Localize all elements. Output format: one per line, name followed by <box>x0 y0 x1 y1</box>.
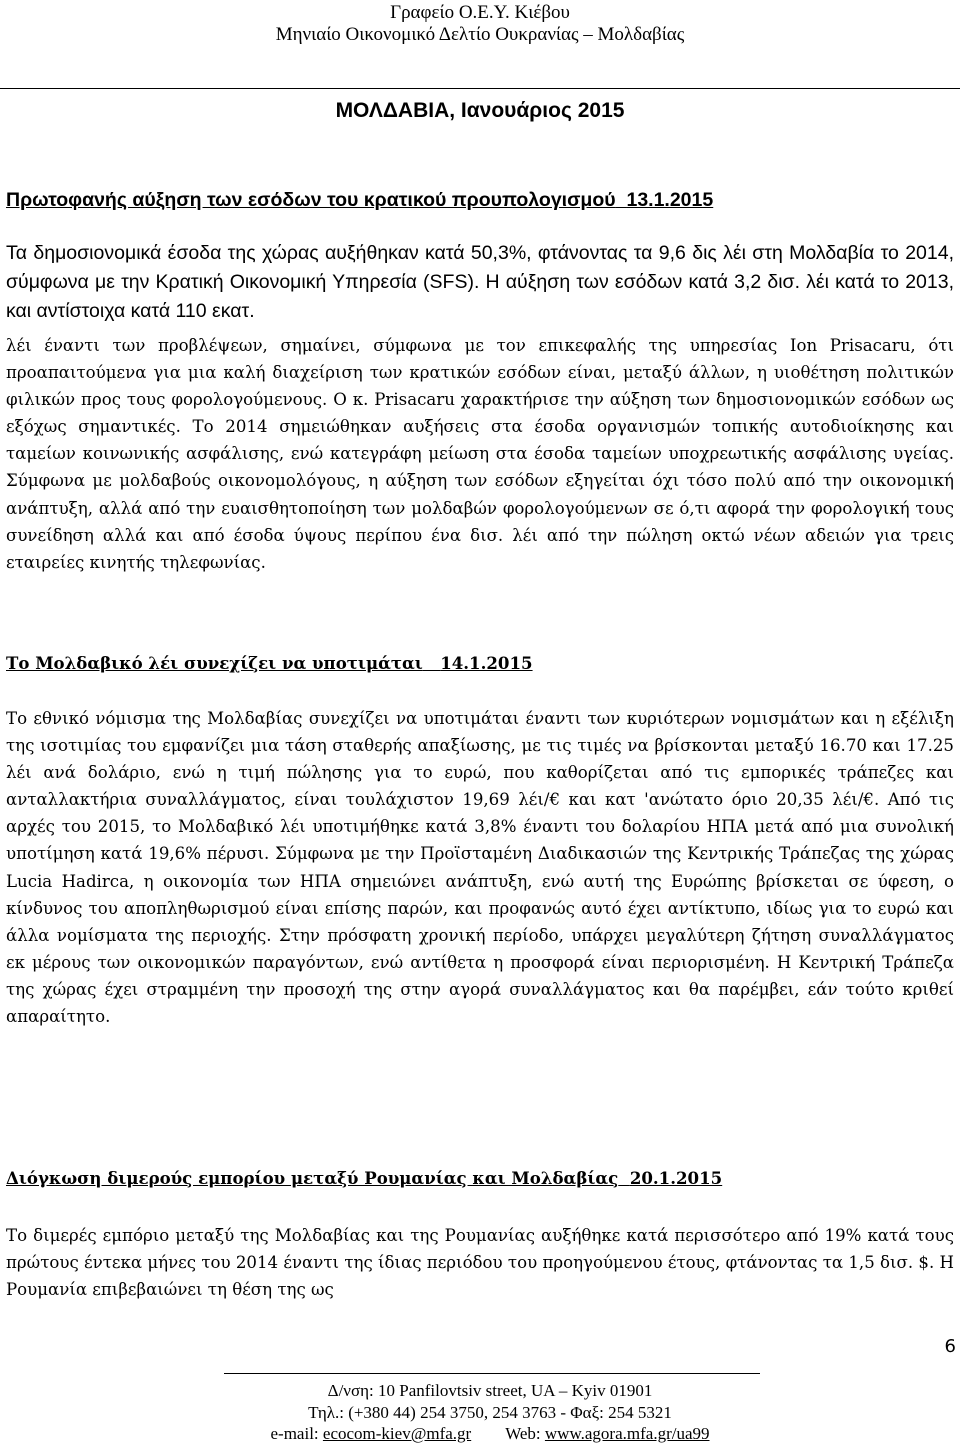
article-3-heading <box>6 1166 954 1190</box>
article-1-heading-text: Πρωτοφανής αύξηση των εσόδων του κρατικού προυπολογισμού <box>6 189 616 211</box>
header-office: Γραφείο Ο.Ε.Υ. Κιέβου <box>390 2 570 23</box>
article-3-date: 20.1.2015 <box>629 1168 723 1188</box>
article-3-heading-text: Διόγκωση διμερούς εμπορίου μεταξύ Ρουμανίας και Μολδαβίας <box>6 1168 619 1188</box>
article-1-paragraph-2: λέι έναντι των προβλέψεων, σημαίνει, σύμφωνα με τον επικεφαλής της υπηρεσίας Ion Prisacaru, ότι προαπαιτούμενα για μια καλή διαχείριση των κρατικών εσόδων είναι, μεταξύ άλλων, η υιοθέτηση πολιτικών φιλικών προς τους φορολογούμενους. Ο κ. Prisacaru χαρακτήρισε την αύξηση των δημοσιονομικών εσόδων ως εξόχως σημαντικές. Το 2014 σημειώθηκαν αυξήσεις στα έσοδα οργανισμών τοπικής αυτοδιοίκησης και ταμείων κοινωνικής ασφάλισης, ενώ κατεγράφη μείωση στα έσοδα ταμείων υποχρεωτικής ασφάλισης υγείας. Σύμφωνα με μολδαβούς οικονομολόγους, η αύξηση των εσόδων εξηγείται όχι τόσο πολύ από την οικονομική ανάπτυξη, αλλά από την ευαισθητοποίηση των μολδαβών φορολογούμενων σε ό,τι αφορά την φορολογική τους συνείδηση αλλά και από έσοδα ύψους περίπου ένα δισ. λέι από την πώληση οκτώ νέων αδειών για τρεις εταιρείες κινητής τηλεφωνίας. <box>6 336 954 572</box>
footer-web-label: Web: <box>505 1424 541 1443</box>
footer-email-label: e-mail: <box>270 1424 319 1443</box>
article-2-heading-text: Το Μολδαβικό λέι συνεχίζει να υποτιμάται <box>6 653 423 673</box>
footer-email-link[interactable]: ecocom-kiev@mfa.gr <box>322 1424 472 1443</box>
article-3-paragraph-1: Το διμερές εμπόριο μεταξύ της Μολδαβίας και της Ρουμανίας αυξήθηκε κατά περισσότερο από 19% κατά τους πρώτους έντεκα μήνες του 2014 έναντι της ίδιας περιόδου του προηγούμενου έτους, φτάνοντας τα 1,5 δισ. $. Η Ρουμανία επιβεβαιώνει τη θέση της ως <box>6 1226 954 1300</box>
article-1-paragraph-1: Τα δημοσιονομικά έσοδα της χώρας αυξήθηκαν κατά 50,3%, φτάνοντας τα 9,6 δις λέι στη Μολδαβία το 2014, σύμφωνα με την Κρατική Οικονομική Υπηρεσία (SFS). Η αύξηση των εσόδων κατά 3,2 δισ. λέι κατά το 2013, και αντίστοιχα κατά 110 εκατ. <box>6 242 954 322</box>
page-number: 6 <box>944 1336 956 1357</box>
footer-contacts <box>180 1423 800 1444</box>
footer-web-link[interactable]: www.agora.mfa.gr/ua99 <box>544 1424 710 1443</box>
footer-divider <box>224 1373 760 1374</box>
article-2-paragraph-1: Το εθνικό νόμισμα της Μολδαβίας συνεχίζει να υποτιμάται έναντι των κυριότερων νομισμάτων και η εξέλιξη της ισοτιμίας του εμφανίζει μια τάση σταθερής απαξίωσης, με τις τιμές να βρίσκονται μεταξύ 16.70 και 17.25 λέι ανά δολάριο, ενώ η τιμή πώλησης για το ευρώ, που καθορίζεται από τις εμπορικές τράπεζες και ανταλλακτήρια συναλλάγματος, είναι τουλάχιστον 19,69 λέι/€ και κατ 'ανώτατο όριο 20,35 λέι/€. Από τις αρχές του 2015, το Μολδαβικό λέι υποτιμήθηκε κατά 3,8% έναντι του δολαρίου ΗΠΑ μετά από μια συνολική υποτίμηση κατά 19,6% πέρυσι. Σύμφωνα με την Προϊσταμένη Διαδικασιών της Κεντρικής Τράπεζας της χώρας Lucia Hadirca, η οικονομία των ΗΠΑ σημειώνει ανάπτυξη, ενώ αυτή της Ευρώπης βρίσκεται σε ύφεση, ο κίνδυνος του αποπληθωρισμού είναι επίσης παρών, και προφανώς αυτό έχει αντίκτυπο, ιδίως για το ευρώ και άλλα νομίσματα της περιοχής. Στην πρόσφατη χρονική περίοδο, υπάρχει μεγαλύτερη ζήτηση συναλλάγματος εκ μέρους των οικονομικών παραγόντων, ενώ αντίθετα η προσφορά είναι περιορισμένη. Η Κεντρική Τράπεζα της χώρας έχει στραμμένη την προσοχή της στην αγορά συναλλάγματος και θα παρέμβει, εάν τούτο κριθεί απαραίτητο. <box>6 709 954 1027</box>
page-title: ΜΟΛΔΑΒΙΑ, Ιανουάριος 2015 <box>335 99 625 122</box>
article-1-date: 13.1.2015 <box>626 189 714 211</box>
footer-address: Δ/νση: 10 Panfilovtsiv street, UA – Kyiv 01901 <box>327 1381 653 1400</box>
article-2-date: 14.1.2015 <box>440 653 533 673</box>
article-1-heading <box>6 188 954 212</box>
article-2-heading <box>6 651 954 675</box>
header-bulletin: Μηνιαίο Οικονομικό Δελτίο Ουκρανίας – Μολδαβίας <box>275 24 685 45</box>
footer-phones: Τηλ.: (+380 44) 254 3750, 254 3763 - Φαξ: 254 5321 <box>308 1403 672 1422</box>
header-divider <box>0 88 960 89</box>
